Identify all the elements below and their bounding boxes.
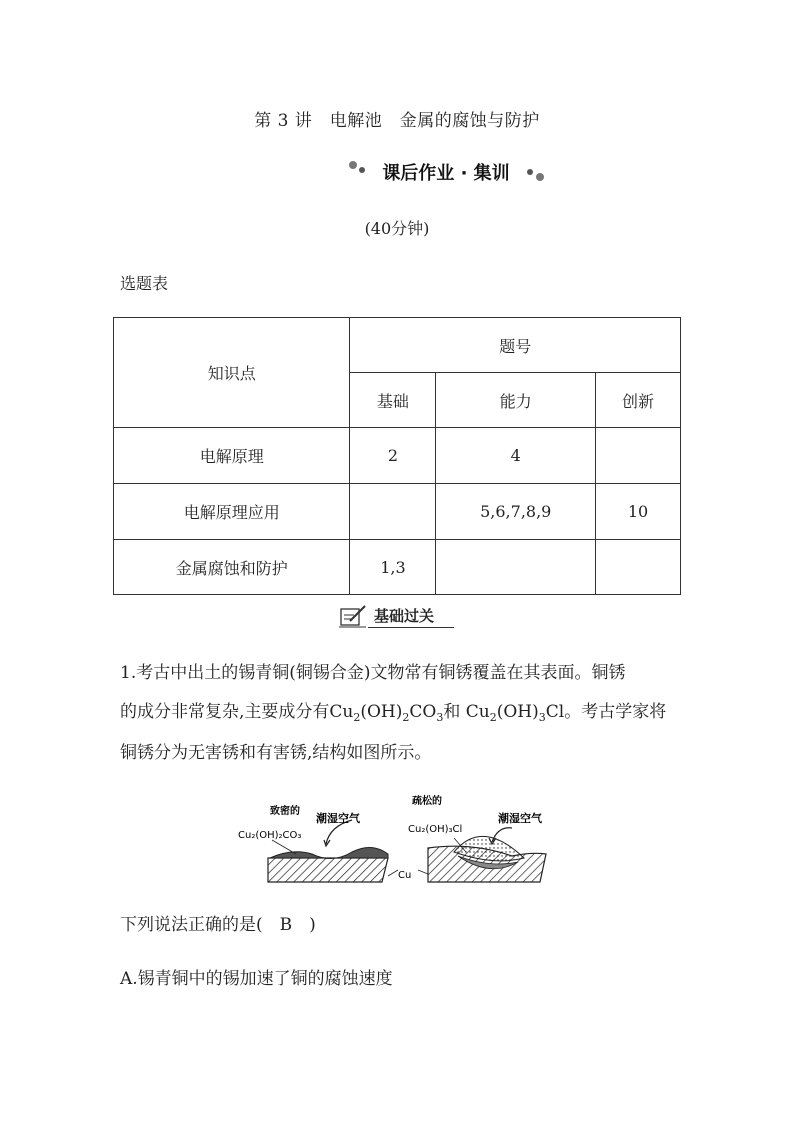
right-label-top: 疏松的 — [412, 796, 442, 807]
row-basic: 1,3 — [350, 540, 436, 595]
row-topic: 电解原理 — [114, 428, 350, 484]
header-innovation: 创新 — [596, 373, 681, 428]
row-innovation — [596, 540, 681, 595]
row-ability: 5,6,7,8,9 — [436, 484, 596, 540]
question-prompt: 下列说法正确的是( B ) — [120, 915, 316, 935]
cu-label: Cu — [398, 870, 412, 881]
row-innovation: 10 — [596, 484, 681, 540]
table-label: 选题表 — [120, 274, 169, 293]
header-basic: 基础 — [350, 373, 436, 428]
dot-icon — [527, 169, 533, 175]
row-basic — [350, 484, 436, 540]
table-row — [114, 484, 681, 540]
row-ability — [436, 540, 596, 595]
table-row — [114, 540, 681, 595]
right-label-formula: Cu₂(OH)₃Cl — [408, 824, 463, 835]
row-topic: 电解原理应用 — [114, 484, 350, 540]
header-ability: 能力 — [436, 373, 596, 428]
rust-figure — [232, 782, 572, 892]
section-heading — [338, 603, 456, 629]
duration: (40分钟) — [364, 219, 430, 238]
question-line: 1.考古中出土的锡青铜(铜锡合金)文物常有铜锈覆盖在其表面。铜锈 — [120, 663, 626, 683]
question-line: 的成分非常复杂,主要成分有$Cu_2(OH)_2CO_3$和 $Cu_2(OH)_3Cl$。考古学家将 — [120, 702, 667, 724]
copper-block-left — [268, 858, 388, 882]
option-a: A.锡青铜中的锡加速了铜的腐蚀速度 — [120, 969, 393, 989]
left-air-label: 潮湿空气 — [316, 812, 360, 825]
table-row — [114, 428, 681, 484]
dense-rust-layer — [268, 847, 388, 858]
row-innovation — [596, 428, 681, 484]
topic-table — [113, 317, 681, 595]
right-air-label: 潮湿空气 — [498, 812, 542, 825]
section-banner — [118, 158, 778, 188]
dot-icon — [359, 167, 365, 173]
row-basic: 2 — [350, 428, 436, 484]
row-ability: 4 — [436, 428, 596, 484]
row-topic: 金属腐蚀和防护 — [114, 540, 350, 595]
pencil-note-icon — [338, 603, 368, 629]
section-heading-text: 基础过关 — [374, 607, 435, 625]
header-number: 题号 — [350, 318, 681, 373]
page-title: 第 3 讲 电解池 金属的腐蚀与防护 — [254, 111, 540, 131]
dot-icon — [536, 173, 544, 181]
left-label-formula: Cu₂(OH)₂CO₃ — [238, 830, 302, 841]
header-knowledge: 知识点 — [114, 318, 350, 428]
question-line: 铜锈分为无害锈和有害锈,结构如图所示。 — [120, 743, 432, 763]
banner-text: 课后作业 · 集训 — [382, 163, 510, 184]
left-label-top: 致密的 — [270, 806, 300, 817]
dot-icon — [349, 161, 357, 169]
